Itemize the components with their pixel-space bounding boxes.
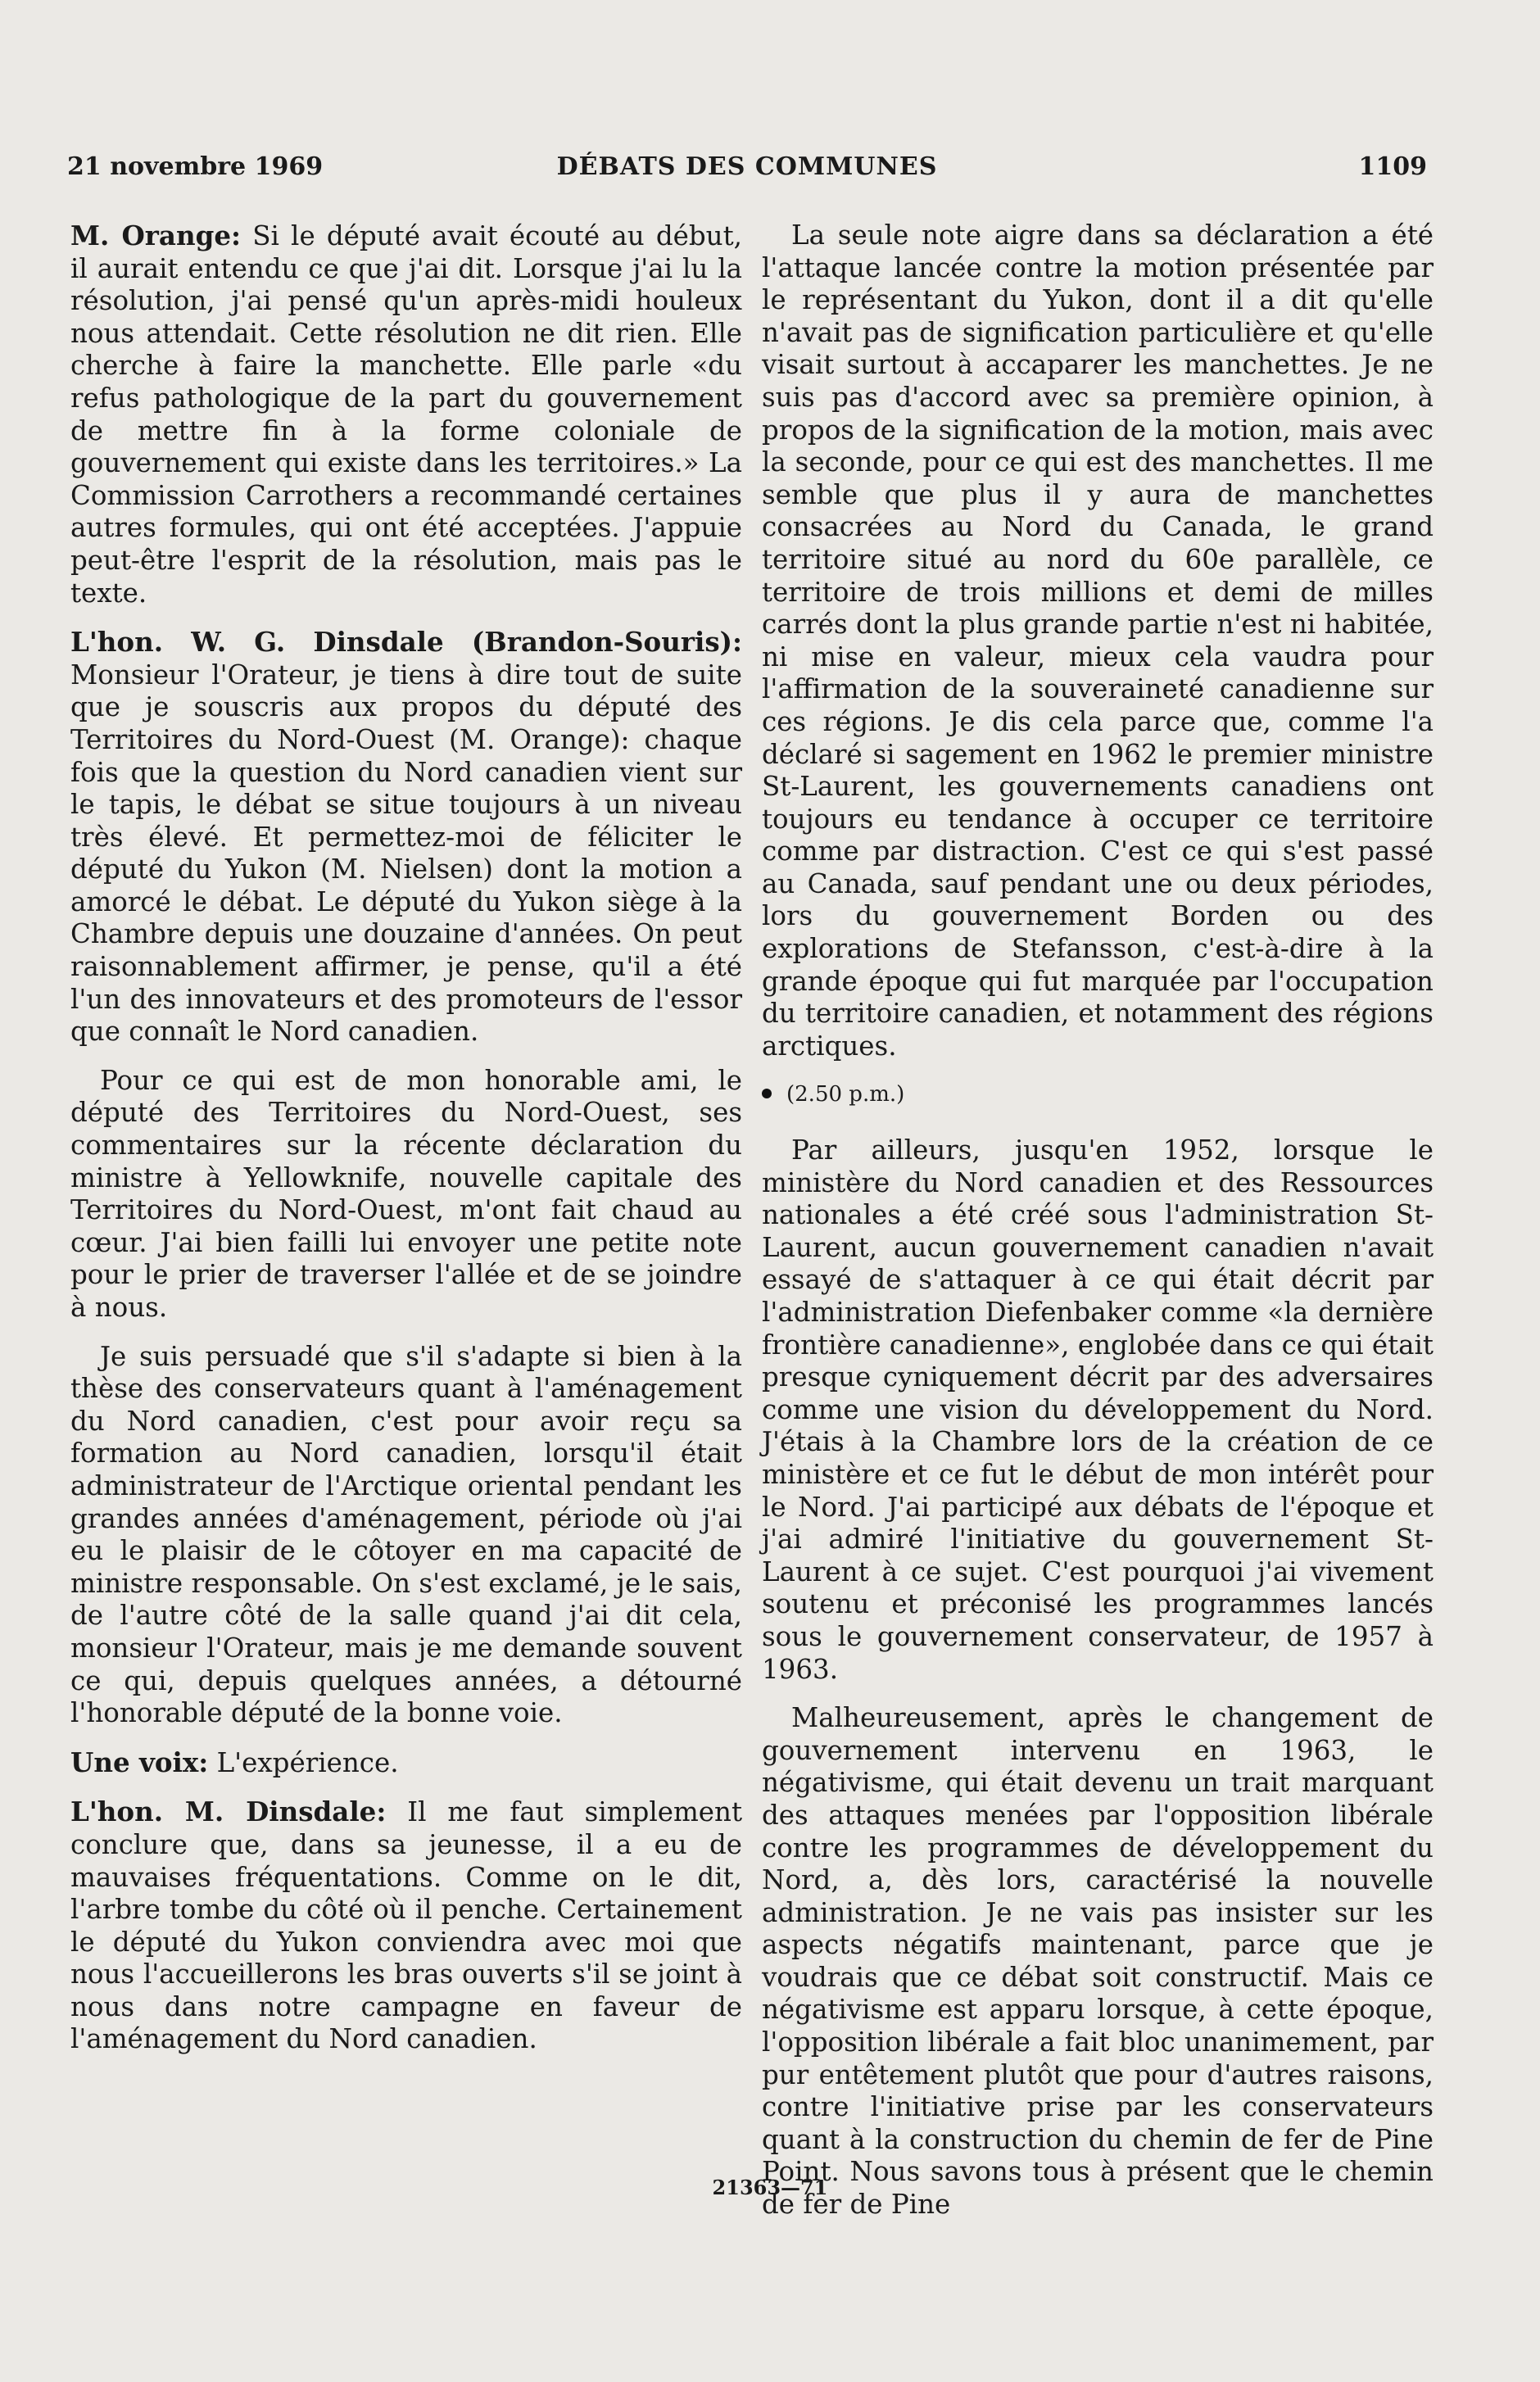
time-marker xyxy=(762,1079,1434,1112)
footer-code: 21363—71 xyxy=(712,2176,828,2199)
speaker-name: M. Orange: xyxy=(70,220,241,251)
paragraph xyxy=(762,1702,1434,2221)
paragraph-text: Pour ce qui est de mon honorable ami, le député des Territoires du Nord-Ouest, ses commentaires sur la récente déclaration du ministre à Yellowknife, nouvelle capitale des Territoires du Nord-Ouest, m'ont fait chaud au cœur. J'ai bien failli lui envoyer une petite note pour le prier de traverser l'allée et de se joindre à nous. xyxy=(70,1064,742,1323)
speaker-name: L'hon. M. Dinsdale: xyxy=(70,1796,387,1828)
bullet-icon xyxy=(762,1089,772,1098)
page-header xyxy=(67,152,1427,198)
paragraph-text: La seule note aigre dans sa déclaration a été l'attaque lancée contre la motion présentée par le représentant du Yukon, dont il a dit qu'elle n'avait pas de signification particulière et qu'elle visait surtout à accaparer les manchettes. Je ne suis pas d'accord avec sa première opinion, à propos de la signification de la motion, mais avec la seconde, pour ce qui est des manchettes. Il me semble que plus il y aura de manchettes consacrées au Nord du Canada, le grand territoire situé au nord du 60e parallèle, ce territoire de trois millions et demi de milles carrés dont la plus grande partie n'est ni habitée, ni mise en valeur, mieux cela vaudra pour l'affirmation de la souveraineté canadienne sur ces régions. Je dis cela parce que, comme l'a déclaré si sagement en 1962 le premier ministre St-Laurent, les gouvernements canadiens ont toujours eu tendance à occuper ce territoire comme par distraction. C'est ce qui s'est passé au Canada, sauf pendant une ou deux périodes, lors du gouvernement Borden ou des explorations de Stefansson, c'est-à-dire à la grande époque qui fut marquée par l'occupation du territoire canadien, et notamment des régions arctiques. xyxy=(762,220,1434,1062)
paragraph xyxy=(762,220,1434,1062)
paragraph-text: Je suis persuadé que s'il s'adapte si bien à la thèse des conservateurs quant à l'aménagement du Nord canadien, c'est pour avoir reçu sa formation au Nord canadien, lorsqu'il était administrateur de l'Arctique oriental pendant les grandes années d'aménagement, période où j'ai eu le plaisir de le côtoyer en ma capacité de ministre responsable. On s'est exclamé, je le sais, de l'autre côté de la salle quand j'ai dit cela, monsieur l'Orateur, mais je me demande souvent ce qui, depuis quelques années, a détourné l'honorable député de la bonne voie. xyxy=(70,1340,742,1729)
paragraph xyxy=(70,220,742,609)
speaker-name: L'hon. W. G. Dinsdale (Brandon-Souris): xyxy=(70,626,742,659)
header-title: DÉBATS DES COMMUNES xyxy=(556,152,938,181)
paragraph-text: L'expérience. xyxy=(208,1746,399,1778)
paragraph xyxy=(70,1796,742,2056)
left-column xyxy=(70,220,742,2072)
paragraph xyxy=(70,626,742,1048)
paragraph-text: Monsieur l'Orateur, je tiens à dire tout de suite que je souscris aux propos du député des Territoires du Nord-Ouest (M. Orange): chaque fois que la question du Nord canadien vient sur le tapis, le débat se situe toujours à un niveau très élevé. Et permettez-moi de féliciter le député du Yukon (M. Nielsen) dont la motion a amorcé le débat. Le député du Yukon siège à la Chambre depuis une douzaine d'années. On peut raisonnablement affirmer, je pense, qu'il a été l'un des innovateurs et des promoteurs de l'essor que connaît le Nord canadien. xyxy=(70,659,742,1048)
header-date: 21 novembre 1969 xyxy=(67,152,324,181)
paragraph-text: Il me faut simplement conclure que, dans sa jeunesse, il a eu de mauvaises fréquentations. Comme on le dit, l'arbre tombe du côté où il penche. Certainement le député du Yukon conviendra avec moi que nous l'accueillerons les bras ouverts s'il se joint à nous dans notre campagne en faveur de l'aménagement du Nord canadien. xyxy=(70,1796,743,2055)
paragraph-text: Par ailleurs, jusqu'en 1952, lorsque le ministère du Nord canadien et des Ressources nationales a été créé sous l'administration St-Laurent, aucun gouvernement canadien n'avait essayé de s'attaquer à ce qui était décrit par l'administration Diefenbaker comme «la dernière frontière canadienne», englobée dans ce qui était presque cyniquement décrit par des adversaires comme une vision du développement du Nord. J'étais à la Chambre lors de la création de ce ministère et ce fut le début de mon intérêt pour le Nord. J'ai participé aux débats de l'époque et j'ai admiré l'initiative du gouvernement St-Laurent à ce sujet. C'est pourquoi j'ai vivement soutenu et préconisé les programmes lancés sous le gouvernement conservateur, de 1957 à 1963. xyxy=(762,1134,1434,1685)
right-column xyxy=(762,220,1434,2238)
paragraph xyxy=(70,1746,742,1780)
paragraph xyxy=(70,1065,742,1325)
time-marker-text: (2.50 p.m.) xyxy=(786,1082,905,1107)
paragraph xyxy=(762,1134,1434,1686)
paragraph-text: Malheureusement, après le changement de gouvernement intervenu en 1963, le négativisme, qui était devenu un trait marquant des attaques menées par l'opposition libérale contre les programmes de développement du Nord, a, dès lors, caractérisé la nouvelle administration. Je ne vais pas insister sur les aspects négatifs maintenant, parce que je voudrais que ce débat soit constructif. Mais ce négativisme est apparu lorsque, à cette époque, l'opposition libérale a fait bloc unanimement, par pur entêtement plutôt que pour d'autres raisons, contre l'initiative prise par les conservateurs quant à la construction du chemin de fer de Pine Point. Nous savons tous à présent que le chemin de fer de Pine xyxy=(762,1702,1434,2221)
speaker-name: Une voix: xyxy=(70,1746,209,1778)
paragraph xyxy=(70,1341,742,1730)
paragraph-text: Si le député avait écouté au début, il aurait entendu ce que j'ai dit. Lorsque j'ai lu la résolution, j'ai pensé qu'un après-midi houleux nous attendait. Cette résolution ne dit rien. Elle cherche à faire la manchette. Elle parle «du refus pathologique de la part du gouvernement de mettre fin à la forme coloniale de gouvernement qui existe dans les territoires.» La Commission Carrothers a recommandé certaines autres formules, qui ont été acceptées. J'appuie peut-être l'esprit de la résolution, mais pas le texte. xyxy=(70,220,743,609)
header-page-number: 1109 xyxy=(1358,152,1427,181)
